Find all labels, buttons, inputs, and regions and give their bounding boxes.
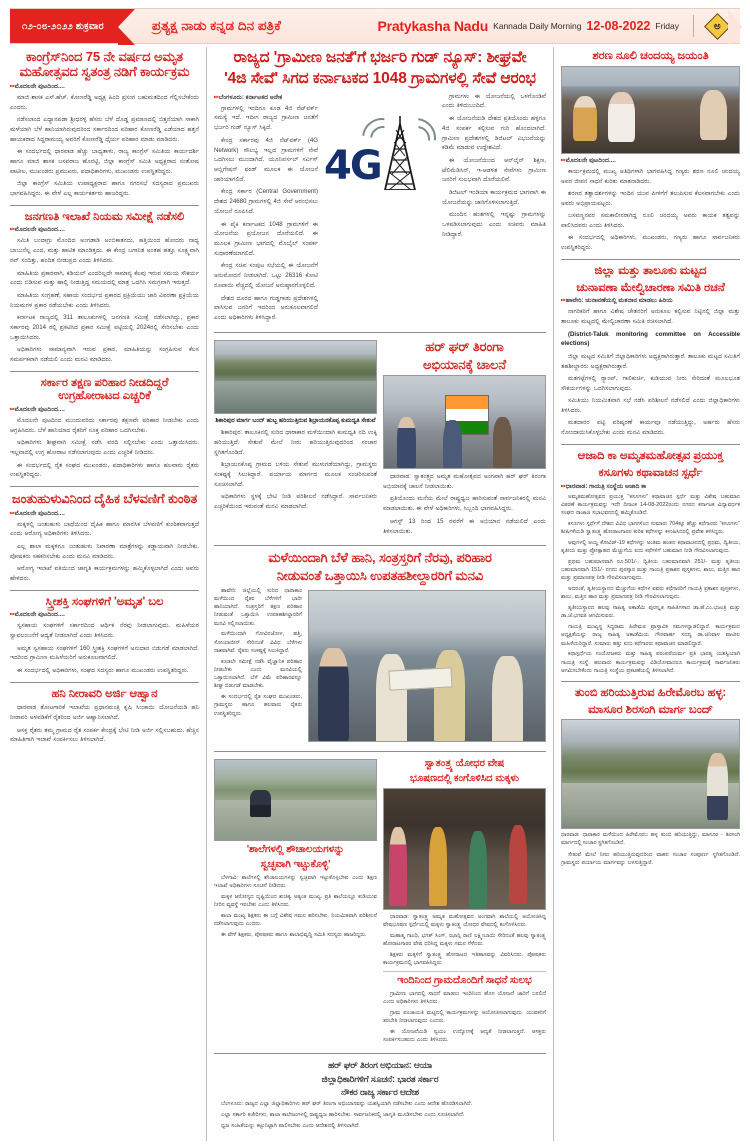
paragraph: ಪ್ರಥಮ ಬಹುಮಾನವಾಗಿ ರೂ.501/-, ದ್ವಿತೀಯ ಬಹುಮಾನವಾಗಿ 251/- ಮತ್ತು ತೃತೀಯ ಬಹುಮಾನವಾಗಿ 151/- ನಗದು ಪುರಸ್ಕಾರ ಮತ್ತು ಗಾಯತ್ರಿ ಪ್ರಕಾಶನ ಪುಸ್ತಕಗಳು, ಶಾಲು, ಮತ್ತಿನ ಹಾರ ಮತ್ತು ಪ್ರಮಾಣಪತ್ರ ನೀಡಿ ಗೌರವಿಸಲಾಗುವುದು.	[561, 558, 740, 582]
masthead-title-kannada: ಪ್ರತ್ಯಕ್ಷ ನಾಡು ಕನ್ನಡ ದಿನ ಪತ್ರಿಕೆ	[151, 18, 281, 33]
paragraph: ನಾಗರಿಕರಿಗೆ ಹಾಗೂ ವಿಶೇಷ ಚೇತನರಿಗೆ ಅನುಕೂಲ ಕಲ್ಪಿಸುವ ನಿಟ್ಟಿನಲ್ಲಿ ಜಿಲ್ಲಾ ಮತ್ತು ತಾಲೂಕು ಮಟ್ಟದಲ್ಲಿ ಮೇಲ್ವಿಚಾರಣಾ ಸಮಿತಿ ರಚಿಸಲಾಗಿದೆ.	[561, 308, 740, 326]
committee-headline-line1: ಜಿಲ್ಲಾ ಮತ್ತು ತಾಲೂಕು ಮಟ್ಟದ	[594, 264, 707, 278]
paragraph: ಅವುಗಳಲ್ಲಿ ಆಯ್ದ ಕೋವಿಡ್-19 ಕಥೆಗಳನ್ನು ಅಂತಿಮ ಹಂತದ ಕಥಾವಾಚನದಲ್ಲಿ ಪ್ರಥಮ, ದ್ವಿತೀಯ, ತೃತೀಯ ಮತ್ತು ಪ್ರೋತ್ಸಾಹದ ಮೆಚ್ಚುಗೆಯ ಐದು ಕಥೆಗಳಿಗೆ ಬಹುಮಾನ ನೀಡಿ ಗೌರವಿಸಲಾಗುವುದು.	[561, 539, 740, 555]
paragraph: ಈ ಸಂದರ್ಭದಲ್ಲಿ ಅಧಿಕಾರಿಗಳು, ಸಂಘದ ಸದಸ್ಯರು ಹಾಗೂ ಮುಖಂಡರು ಉಪಸ್ಥಿತರಿದ್ದರು.	[17, 666, 189, 674]
tiranga-headline-line2: ಅಭಿಯಾನಕ್ಕೆ ಚಾಲನೆ	[423, 356, 506, 372]
school-photo	[214, 759, 377, 841]
left-story2-byline: ▸▸ ಮೊದಲನೇ ಪುಟದಿಂದ....	[10, 226, 199, 234]
paragraph: ಬಸವಣ್ಣನವರ ಸಮಕಾಲೀನರಾಗಿದ್ದ ನೂಲಿ ಚಂದಯ್ಯ ಅವರು ಕಾಯಕ ತತ್ವವನ್ನು ಪಾಲಿಸಿದವರು ಎಂದು ತಿಳಿಸಿದರು.	[561, 212, 740, 229]
relief-headline-line2: ನೀಡುವಂತೆ ಒತ್ತಾಯಿಸಿ ಉಪತಹಶೀಲ್ದಾರರಿಗೆ ಮನವಿ	[276, 568, 484, 584]
section-rule	[214, 751, 546, 752]
paragraph: ಶಿಕ್ಷಕರು ಮಕ್ಕಳಿಗೆ ಸ್ವಾತಂತ್ರ್ಯ ಹೋರಾಟದ ಇತಿಹಾಸವನ್ನು ವಿವರಿಸಿದರು. ಪೋಷಕರು ಕಾರ್ಯಕ್ರಮದಲ್ಲಿ ಭಾಗವಹಿಸಿದ್ದರು.	[383, 951, 546, 966]
left-story4-body	[10, 520, 199, 584]
paragraph: ಈ ಸಂದರ್ಭದಲ್ಲಿ ಧಾರವಾಡ ಹೆಚ್ಚು ಬಾಧ್ಯತಾಳು, ರಾಜ್ಯ ಕಾಂಗ್ರೆಸ್ ಸಮಿತಿಯ ಕಾರ್ಯದರ್ಶಿ ಹಾಗೂ ಮಾಜಿ ಶಾಸಕ ಬಸವರಾಜ ಹೊರಟ್ಟಿ, ಜಿಲ್ಲಾ ಕಾಂಗ್ರೆಸ್ ಸಮಿತಿ ಅಧ್ಯಕ್ಷರಾದ ಸಂತೋಷ ಪಾಟೀಲ, ಮುಖಂಡರು ಪ್ರಮುಖರು, ಪದಾಧಿಕಾರಿಗಳು, ಮುಖಂಡರು ಉಪಸ್ಥಿತರಿದ್ದರು.	[10, 147, 199, 175]
village-headline: ಇಂದಿನಿಂದ ಗ್ರಾಮದೊಂದಿಗೆ ಸಾಧನೆ ಸುಲಭ	[397, 975, 532, 987]
kids-body	[383, 913, 546, 968]
paragraph: ಆಸಕ್ತ ರೈತರು ತಮ್ಮ ಗ್ರಾಮದ ರೈತ ಸಂಪರ್ಕ ಕೇಂದ್ರಕ್ಕೆ ಭೇಟಿ ನೀಡಿ ಅರ್ಜಿ ಸಲ್ಲಿಸಬಹುದು. ಹೆಚ್ಚಿನ ಮಾಹಿತಿಗಾಗಿ ಇಲಾಖೆ ಸಂಪರ್ಕಿಸಲು ತಿಳಿಸಲಾಗಿದೆ.	[10, 726, 199, 744]
left-story3-headline: ಸರ್ಕಾರ ತಕ್ಷಣ ಪರಿಹಾರ ನೀಡದಿದ್ದರೆ ಉಗ್ರಹೋರಾಟದ ಎಚ್ಚರಿಕೆ	[40, 375, 169, 403]
relief-body	[214, 587, 302, 718]
tiranga2-headline-line2: ಜಿಲ್ಲಾಧಿಕಾರಿಗಳಿಗೆ ಸೂಚನೆ: ಭಾರತ ಸರ್ಕಾರ	[321, 1073, 439, 1084]
tiranga2-body	[214, 1100, 546, 1130]
paragraph: ದೇಶದ ದೂರದ ಹಾಗೂ ಗುಡ್ಡಗಾಡು ಪ್ರದೇಶಗಳಲ್ಲಿ ವಾಸಿಸುವ ಜನರಿಗೆ ಇದರಿಂದ ಅನುಕೂಲವಾಗಲಿದೆ ಎಂದು ಅಧಿಕಾರಿಗಳು ತಿಳಿಸಿದ್ದಾರೆ.	[214, 294, 318, 322]
paragraph: ಹಾವೇರಿ: ಜಿಲ್ಲೆಯಲ್ಲಿ ಸುರಿದ ಧಾರಾಕಾರ ಮಳೆಯಿಂದ ರೈತರ ಬೆಳೆಗಳಿಗೆ ಭಾರೀ ಹಾನಿಯಾಗಿದೆ. ಸಂತ್ರಸ್ತರಿಗೆ ತಕ್ಷಣ ಪರಿಹಾರ ನೀಡುವಂತೆ ಒತ್ತಾಯಿಸಿ ಉಪತಹಶೀಲ್ದಾರರಿಗೆ ಮನವಿ ಸಲ್ಲಿಸಲಾಯಿತು.	[214, 587, 302, 627]
paragraph: ಸ್ವಸಹಾಯ ಸಂಘಗಳಿಗೆ ಸರ್ಕಾರದಿಂದ ಆರ್ಥಿಕ ನೆರವು ನೀಡಲಾಗುವುದು. ಮಹಿಳೆಯರ ಸ್ವಾವಲಂಬನೆಗೆ ಆದ್ಯತೆ ನೀಡಲಾಗಿದೆ ಎಂದು ತಿಳಿಸಿದರು.	[10, 622, 199, 640]
paragraph: ಪ್ರತಿಯೊಂದು ಮನೆಯ ಮೇಲೆ ರಾಷ್ಟ್ರಧ್ವಜ ಹಾರಿಸುವಂತೆ ಸಾರ್ವಜನಿಕರಲ್ಲಿ ಮನವಿ ಮಾಡಲಾಯಿತು. ಈ ವೇಳೆ ಅಧಿಕಾರಿಗಳು, ಸಿಬ್ಬಂದಿ ಭಾಗವಹಿಸಿದ್ದರು.	[383, 495, 546, 513]
paragraph: ಮಳೆಯಿಂದಾಗಿ ಗೋವಿನಜೋಳ, ಹತ್ತಿ, ಸೋಯಾಬೀನ್ ಸೇರಿದಂತೆ ವಿವಿಧ ಬೆಳೆಗಳು ನಾಶವಾಗಿವೆ. ರೈತರು ಸಂಕಷ್ಟಕ್ಕೆ ಸಿಲುಕಿದ್ದಾರೆ.	[214, 631, 302, 654]
tiranga-body	[383, 472, 546, 536]
paragraph: ಬೆಂಗಳೂರು: ರಾಜ್ಯದ ಎಲ್ಲಾ ಜಿಲ್ಲಾಧಿಕಾರಿಗಳು ಹರ್ ಘರ್ ತಿರಂಗಾ ಅಭಿಯಾನವನ್ನು ಯಶಸ್ವಿಯಾಗಿ ನಡೆಸಬೇಕು ಎಂದು ಆದೇಶ ಹೊರಡಿಸಲಾಗಿದೆ.	[221, 1101, 473, 1108]
paragraph: ಕೇಂದ್ರ ಸರ್ಕಾರವು 4ಜಿ ನೆಟ್‌ವರ್ಕ್ (4G Network) ಸೌಲಭ್ಯ ಇಲ್ಲದ ಗ್ರಾಮಗಳಿಗೆ ಸೇವೆ ಒದಗಿಸಲು ಮುಂದಾಗಿದೆ. ಯೂನಿವರ್ಸಲ್ ಸರ್ವಿಸ್ ಆಬ್ಲಿಗೇಷನ್ ಫಂಡ್ ಮೂಲಕ ಈ ಯೋಜನೆ ಜಾರಿಯಾಗಲಿದೆ.	[214, 136, 318, 184]
jayanti-body	[561, 167, 740, 253]
fourg-label: 4G	[324, 142, 381, 189]
flood-photo	[214, 340, 377, 414]
cell-tower-icon	[380, 116, 420, 190]
left-story5-byline: ▸▸ ಮೊದಲನೇ ಪುಟದಿಂದ....	[10, 611, 199, 619]
jayanti-photo	[561, 66, 740, 154]
school-story	[214, 756, 377, 1048]
paragraph: ಎಲ್ಲಾ ಸರ್ಕಾರಿ ಕಚೇರಿಗಳು, ಶಾಲಾ ಕಾಲೇಜುಗಳಲ್ಲಿ ರಾಷ್ಟ್ರಧ್ವಜ ಹಾರಿಸಬೇಕು. ಸಾರ್ವಜನಿಕರಲ್ಲಿ ಜಾಗೃತಿ ಮೂಡಿಸಬೇಕು ಎಂದು ಸೂಚಿಸಲಾಗಿದೆ.	[221, 1112, 465, 1119]
kids-headline-line1: ಸ್ವಾತಂತ್ರ್ಯ ಯೋಧರ ವೇಷ	[424, 757, 505, 769]
tiranga2-story	[214, 1058, 546, 1132]
paragraph: ಗಾಯತ್ರಿ ಮುಖ್ಯಸ್ಥ ಸಿದ್ಧರಾಮ ಹಿರೇಮಠ ಪ್ರಾಸ್ತಾವಿಕ ಸಮಗಳನ್ನಾಡಲಿದ್ದಾರೆ. ಕಾರ್ಯಕ್ರಮದ ಅಧ್ಯಕ್ಷತೆಯನ್ನು ರಾಜ್ಯ ಸಾಹಿತ್ಯ ಅಕಾಡೆಮಿಯ ಗೌರವಾರ್ಹ ಸದಸ್ಯ ಡಾ.ಚಿನಿವಾಳ ಪಾಟೀಲ ಮಹಿಳೆಯರಿದ್ದಾರೆ. ಸುಮಾರು ಹತ್ತು ಐದು ಕಥೆಗಾರರು ಕಥಾವಾಚನ ಮಾಡಲಿದ್ದಾರೆ.	[561, 624, 740, 647]
paragraph: ಕಾರ್ಯಕ್ರಮದಲ್ಲಿ ಮುಖ್ಯ ಅತಿಥಿಗಳಾಗಿ ಭಾಗವಹಿಸಿದ್ದ ಗಣ್ಯರು ಶರಣ ನೂಲಿ ಚಂದಯ್ಯ ಅವರ ಜೀವನ ಸಾಧನೆ ಕುರಿತು ಮಾತನಾಡಿದರು.	[561, 167, 740, 185]
river-headline-line2: ಮಾಸೂರ ಶಿರಸಂಗಿ ಮಾರ್ಗ ಬಂದ್	[588, 702, 713, 716]
paragraph: ಜಿಲ್ಲಾ ಕಾಂಗ್ರೆಸ್ ಸಮಿತಿಯ ಉಪಾಧ್ಯಕ್ಷರಾದ ಹಾಗೂ ನಗರಸಭೆ ಸದಸ್ಯರಾದ ಪ್ರಮುಖರು ಭಾಗವಹಿಸಿದ್ದರು. ಈ ವೇಳೆ ಎಲ್ಲ ಕಾರ್ಯಕರ್ತರು ಹಾಜರಿದ್ದರು.	[10, 180, 199, 197]
flood-story	[214, 337, 377, 539]
section-rule	[10, 371, 199, 372]
paragraph: ಸಮಿತಿ ಬಂದಾಗ್ರು ಮೊಂದಿದ ಅಂಗಡಾಡಿ ಅಂಬಿಕಾತನದು, ಹತ್ತಿಯಿಂದ ಹೋದರು ನಾಧ್ಯ ಬಾಬುನೆಲ್ಲ ಎಂದ, ಮತ್ತು ಹಾಟಿತ ಮಾಂಡಿತ್ತದು. ಈ ಕೇಂದ್ರ ಬಗಾನಿತ ಅಂತಹ ಹತ್ತೂ ಸೂಕ್ಷ್ಮವಾಗಿ ರವ್ ಸಂದಿತ್ತು, ಹಂದಿತ ಬೀಡುಪ್ರದ ಎಂದು ತಿಳಿಸಿದರು.	[10, 237, 199, 265]
paragraph: ಈ ಸಂದರ್ಭದಲ್ಲಿ ರೈತ ಸಂಘದ ಮುಖಂಡರು, ಪದಾಧಿಕಾರಿಗಳು ಹಾಗೂ ಹಲವಾರು ರೈತರು ಉಪಸ್ಥಿತರಿದ್ದರು.	[10, 461, 199, 479]
school-kids-block	[214, 756, 546, 1048]
paragraph: ಧಾರವಾಡ: ಸ್ವಾತಂತ್ರ್ಯ ಅಮೃತ ಮಹೋತ್ಸವದ ಅಂಗವಾಗಿ ಶಾಲೆಯಲ್ಲಿ ಆಯೋಜಿಸಿದ್ದ ವೇಷಭೂಷಣ ಸ್ಪರ್ಧೆಯಲ್ಲಿ ಮಕ್ಕಳು ಸ್ವಾತಂತ್ರ್ಯ ಯೋಧರ ವೇಷದಲ್ಲಿ ಕಂಗೊಳಿಸಿದರು.	[383, 913, 546, 928]
left-column	[10, 47, 206, 1141]
paragraph: ಅಮೃತ ಸ್ವಸಹಾಯ ಸಂಘಗಳಿಗೆ 160 ಸ್ತ್ರೀಶಕ್ತಿ ಸಂಘಗಳಿಗೆ ಅನುದಾನ ಬಿಡುಗಡೆ ಮಾಡಲಾಗಿದೆ. ಇದರಿಂದ ಗ್ರಾಮೀಣ ಮಹಿಳೆಯರಿಗೆ ಅನುಕೂಲವಾಗಲಿದೆ.	[10, 644, 199, 662]
village-body	[383, 990, 546, 1045]
paragraph: ಶಿಬ್ರಾಯನಕೊಪ್ಪ ಗ್ರಾಮದ ಬಳಿಯ ಸೇತುವೆ ಮುಳುಗಡೆಯಾಗಿದ್ದು, ಗ್ರಾಮಸ್ಥರು ಸಂಕಷ್ಟಕ್ಕೆ ಸಿಲುಕಿದ್ದಾರೆ. ಪರ್ಯಾಯ ಮಾರ್ಗದ ಮೂಲಕ ಸಂಚರಿಸುವಂತೆ ಸೂಚಿಸಲಾಗಿದೆ.	[214, 461, 377, 489]
left-story6-body	[10, 703, 199, 745]
contest-body	[561, 493, 740, 676]
paragraph: ಆರೋಗ್ಯ ಇಲಾಖೆ ವತಿಯಿಂದ ಜಾಗೃತಿ ಕಾರ್ಯಕ್ರಮಗಳನ್ನು ಹಮ್ಮಿಕೊಳ್ಳಲಾಗಿದೆ ಎಂದು ಅವರು ಹೇಳಿದರು.	[10, 565, 199, 582]
river-photo-caption: ಧಾರವಾಡ: ಧಾರಾಕಾರ ಮಳೆಯಿಂದ ಹಿರೇಮೊರಬ ಹಳ್ಳ ತುಂಬಿ ಹರಿಯುತ್ತಿದ್ದು, ಮಾಸೂರ - ಶಿರಸಂಗಿ ಮಾರ್ಗದಲ್ಲಿ ಸಂಚಾರ ಸ್ಥಗಿತಗೊಂಡಿದೆ.	[561, 832, 740, 847]
section-rule	[561, 681, 740, 682]
school-headline-line1: 'ಶಾಲೆಗಳಲ್ಲಿ ಶೌಚಾಲಯಗಳನ್ನು	[246, 843, 345, 855]
flood-photo-caption: ಶಿಕಾರಿಪುರ ಮಾರ್ಗ ಬಂದ್ ಹುಬ್ಬ ಹರಿಯುತ್ತಿರುವ ಶಿಬ್ರಾಯನಕೊಪ್ಪ ಕುಮದ್ವತಿ ಸೇತುವೆ	[215, 417, 376, 424]
paragraph: ಗ್ರಾಮಗಳು ಈ ಯೋಜನೆಯಲ್ಲಿ ಒಳಗೊಂಡಿವೆ ಎಂದು ತಿಳಿದುಬಂದಿದೆ.	[442, 92, 546, 110]
tiranga2-headline-line3: ನೌಕರ ರಾಜ್ಯ ಸರ್ಕಾರ ಆದೇಶ	[341, 1086, 419, 1097]
paragraph: ಈ ಯೋಜನೆಯಡಿ ಸ್ವಯಂ ಉದ್ಯೋಗಕ್ಕೆ ಆದ್ಯತೆ ನೀಡಲಾಗುತ್ತದೆ. ಆಸಕ್ತರು ಸಂಪರ್ಕಿಸಬಹುದು ಎಂದು ತಿಳಿಸಿದರು.	[383, 1029, 546, 1044]
paragraph: ಡಿಜಿಟಲ್ ಇಂಡಿಯಾ ಕಾರ್ಯಕ್ರಮದ ಭಾಗವಾಗಿ ಈ ಯೋಜನೆಯನ್ನು ಜಾರಿಗೊಳಿಸಲಾಗುತ್ತಿದೆ.	[442, 188, 546, 206]
left-story1-byline: ▸▸ ಮೊದಲನೇ ಪುಟದಿಂದ....	[10, 83, 199, 91]
paragraph: ಕಸೂಗಳು ಸ್ಪರ್ಧೆಗೆ ದೇಶದ ವಿವಿಧ ಭಾಗಗಳಿಂದ ಸುಮಾರು 704ಕ್ಕೂ ಹೆಚ್ಚು ಕಥೆಗಾರರು "ಕಸೂಗಳು" ಶೀರ್ಷಿಕೆಯಡಿ ಸ್ವಾತಂತ್ರ್ಯ ಹೋರಾಟಗಾರರ ಕುರಿತ ಕಥೆಗಳನ್ನು ಕಳುಹಿಸಿದರಲ್ಲಿ ಪ್ರವೇಶ ಕಳಿಸಿದ್ದರು.	[561, 520, 740, 536]
lead-story-subcolumns	[214, 92, 546, 326]
masthead-date-tab-kannada: ೧೨-೦೮-೨೦೨೨ ಶುಕ್ರವಾರ	[10, 9, 118, 43]
contest-headline-line2: ಕಸೂಗಳು ಕಥಾವಾಚನ ಸ್ಪರ್ಧೆ	[598, 465, 703, 479]
section-rule	[214, 1053, 546, 1054]
masthead-logo	[694, 9, 740, 43]
section-rule	[214, 545, 546, 546]
school-body	[214, 874, 377, 939]
lead-byline: ▸▸ ಬೆಂಗಳೂರು: ಕರ್ನಾಟಕದ ಅನೇಕ	[214, 94, 318, 102]
relief-handover-photo	[308, 590, 546, 742]
relief-headline-line1: ಮಳೆಯಿಂದಾಗಿ ಬೆಳೆ ಹಾನಿ, ಸಂತ್ರಸ್ತರಿಗೆ ನೆರವು, ಪರಿಹಾರ	[268, 549, 492, 565]
river-headline-line1: ತುಂಬಿ ಹರಿಯುತ್ತಿರುವ ಹಿರೇಮೊರಬ ಹಳ್ಳ:	[574, 686, 727, 700]
jayanti-headline: ಶರಣ ನೂಲಿ ಚಂದಯ್ಯ ಜಯಂತಿ	[592, 49, 709, 62]
flood-body	[214, 428, 377, 512]
paragraph: (District-Taluk monitoring committee on Accessible elections)	[561, 330, 740, 348]
paragraph: ಧಾರವಾಡ: ಸ್ವಾತಂತ್ರ್ಯದ ಅಮೃತ ಮಹೋತ್ಸವದ ಅಂಗವಾಗಿ ಹರ್ ಘರ್ ತಿರಂಗಾ ಅಭಿಯಾನಕ್ಕೆ ಚಾಲನೆ ನೀಡಲಾಯಿತು.	[383, 473, 546, 491]
lead-body-col2	[442, 92, 546, 240]
paragraph: ಶಿಕಾರಿಪುರ: ತಾಲೂಕಿನಲ್ಲಿ ಸುರಿದ ಧಾರಾಕಾರ ಮಳೆಯಿಂದಾಗಿ ಕುಮದ್ವತಿ ನದಿ ಉಕ್ಕಿ ಹರಿಯುತ್ತಿದೆ. ಸೇತುವೆ ಮೇಲೆ ನೀರು ಹರಿಯುತ್ತಿರುವುದರಿಂದ ಸಂಚಾರ ಸ್ಥಗಿತಗೊಂಡಿದೆ.	[214, 429, 377, 457]
paragraph: ಕರ್ನಾಟಕ ರಾಜ್ಯದಲ್ಲಿ 311 ತಾಲೂಕುಗಳಲ್ಲಿ ಜನಗಣತಿ ಸಮೀಕ್ಷೆ ನಡೆಸಲಾಗಿದ್ದು, ಪ್ರಕಾರ ಸರ್ಕಾರವು 2014 ರಲ್ಲಿ ಪ್ರಕಟಿಸಿದ ಪ್ರಕಾರ ಸಮೀಕ್ಷೆ ಪಟ್ಟಿಯಲ್ಲಿ 2024ರಲ್ಲಿ ಸೇರಿಸಬೇಕು ಎಂದು ಒತ್ತಾಯಿಸಿದರು.	[10, 313, 199, 341]
section-rule	[383, 971, 546, 972]
paragraph: ಈ ಸಂದರ್ಭದಲ್ಲಿ ಅಧಿಕಾರಿಗಳು, ಮುಖಂಡರು, ಗಣ್ಯರು ಹಾಗೂ ಸಾರ್ವಜನಿಕರು ಉಪಸ್ಥಿತರಿದ್ದರು.	[561, 234, 740, 252]
paragraph: ಈ ಪೈಕಿ ಕರ್ನಾಟಕದ 1048 ಗ್ರಾಮಗಳಿಗೆ ಈ ಯೋಜನೆಯ ಪ್ರಯೋಜನ ದೊರೆಯಲಿದೆ. ಈ ಮೂಲಕ ಗ್ರಾಮೀಣ ಭಾಗದಲ್ಲಿ ಮೊಬೈಲ್ ಸಂಪರ್ಕ ಸುಧಾರಣೆಯಾಗಲಿದೆ.	[214, 220, 318, 258]
tiranga2-block	[214, 1058, 546, 1132]
left-story5-headline: ಸ್ತ್ರೀಶಕ್ತಿ ಸಂಘಗಳಿಗೆ 'ಅಮೃತ' ಬಲ	[45, 594, 164, 608]
paragraph: ಮುಂದಿನ ಹಂತಗಳಲ್ಲಿ ಇನ್ನಷ್ಟು ಗ್ರಾಮಗಳನ್ನು ಒಳಪಡಿಸಲಾಗುವುದು ಎಂದು ಸಚಿವರು ಮಾಹಿತಿ ನೀಡಿದ್ದಾರೆ.	[442, 211, 546, 238]
relief-text-col	[214, 587, 302, 745]
masthead	[10, 8, 740, 44]
river-body	[561, 851, 740, 868]
paragraph: ಬೆಳಗಾವಿ: ಶಾಲೆಗಳಲ್ಲಿ ಶೌಚಾಲಯಗಳನ್ನು ಸ್ವಚ್ಛವಾಗಿ ಇಟ್ಟುಕೊಳ್ಳಬೇಕು ಎಂದು ಶಿಕ್ಷಣ ಇಲಾಖೆ ಅಧಿಕಾರಿಗಳು ಸೂಚನೆ ನೀಡಿದರು.	[214, 874, 377, 889]
section-rule	[10, 590, 199, 591]
kids-photo	[383, 788, 546, 910]
paragraph: ಧ್ವಜ ಸಂಹಿತೆಯನ್ನು ಕಟ್ಟುನಿಟ್ಟಾಗಿ ಪಾಲಿಸಬೇಕು ಎಂದು ಆದೇಶದಲ್ಲಿ ತಿಳಿಸಲಾಗಿದೆ.	[221, 1122, 360, 1129]
logo-letter: ಅ	[713, 20, 721, 32]
paragraph: ಕೂಡಲೇ ಸಮೀಕ್ಷೆ ನಡೆಸಿ ವೈಜ್ಞಾನಿಕ ಪರಿಹಾರ ನೀಡಬೇಕು ಎಂದು ಮನವಿಯಲ್ಲಿ ಒತ್ತಾಯಿಸಲಾಗಿದೆ. ಬೆಳೆ ವಿಮೆ ಪರಿಹಾರವನ್ನೂ ಶೀಘ್ರ ಬಿಡುಗಡೆ ಮಾಡಬೇಕು.	[214, 658, 302, 690]
paragraph: ಮಕ್ಕಳಲ್ಲಿ ಜಂತುಹುಳು ಬಾಧೆಯಿಂದ ದೈಹಿಕ ಹಾಗೂ ಮಾನಸಿಕ ಬೆಳವಣಿಗೆ ಕುಂಠಿತವಾಗುತ್ತದೆ ಎಂದು ಆರೋಗ್ಯ ಅಧಿಕಾರಿಗಳು ತಿಳಿಸಿದರು.	[10, 520, 199, 538]
lead-subcol-3	[442, 92, 546, 326]
lead-headline-line1: ರಾಜ್ಯದ 'ಗ್ರಾಮೀಣ ಜನತೆ'ಗೆ ಭರ್ಜರಿ ಗುಡ್ ನ್ಯೂಸ್: ಶೀಘ್ರವೇ	[233, 49, 527, 66]
paragraph: ಅಮೃತಮಹೋತ್ಸವದ ಪ್ರಯುಕ್ತ "ಕಸೂಗಳು" ಕಥಾವಾಚನ ಸ್ಪರ್ಧೆ ಮತ್ತು ವಿಶೇಷ ಬಹುಮಾನ ವಿತರಣೆ ಕಾರ್ಯಕ್ರಮವನ್ನು ಇದೇ ದಿನಾಂಕ 14-08-2022ರಂದು ನಗರದ ಕರ್ನಾಟಕ ವಿದ್ಯಾವರ್ಧಕ ಸಂಘದ ರಾಜಾಜಿ ಸಭಾಭವನದಲ್ಲಿ ಹಮ್ಮಿಕೊಂಡಿದೆ.	[561, 493, 740, 517]
masthead-date-english: 12-08-2022	[586, 19, 651, 33]
section-rule	[10, 205, 199, 206]
left-story2-headline: ಜನಗಣತಿ ಇಲಾಖೆ ನಿಯಮ ಸಮೀಕ್ಷೆ ನಡೆಸಲಿ	[24, 209, 185, 223]
paragraph: ಅಧಿಕಾರಿಗಳು ಸಾಮಾನ್ಯವಾಗಿ ಇರುವ ಪ್ರಕಾರ, ಮಾಹಿತಿಯನ್ನು ಸಂಗ್ರಹಿಸುವ ಕೆಲಸ ಸಮರ್ಪಕವಾಗಿ ನಡೆಯಲಿ ಎಂದು ಮನವಿ ಮಾಡಿದರು.	[10, 346, 199, 363]
left-story6-headline: ಹನಿ ನೀರಾವರಿ ಅರ್ಜಿ ಆಹ್ವಾನ	[51, 686, 158, 700]
committee-headline-line2: ಚುನಾವಣಾ ಮೇಲ್ವಿಚಾರಣಾ ಸಮಿತಿ ರಚನೆ	[576, 280, 725, 294]
masthead-subtitle-english: Kannada Daily Morning	[493, 21, 582, 31]
section-rule	[561, 259, 740, 260]
paragraph: ಅಧಿಕಾರಿಗಳು ಸ್ಥಳಕ್ಕೆ ಭೇಟಿ ನೀಡಿ ಪರಿಶೀಲನೆ ನಡೆಸಿದ್ದಾರೆ. ಸಾರ್ವಜನಿಕರು ಎಚ್ಚರಿಕೆಯಿಂದ ಇರುವಂತೆ ಮನವಿ ಮಾಡಲಾಗಿದೆ.	[214, 493, 377, 511]
contest-headline-line1: ಆಜಾದಿ ಕಾ ಅಮೃತಮಹೋತ್ಸವ ಪ್ರಯುಕ್ತ	[577, 449, 724, 463]
left-story3-byline: ▸▸ ಮೊದಲನೇ ಪುಟದಿಂದ....	[10, 406, 199, 414]
masthead-english-block	[377, 9, 693, 43]
paragraph: ಜಿಲ್ಲಾ ಮಟ್ಟದ ಸಮಿತಿಗೆ ಜಿಲ್ಲಾಧಿಕಾರಿಗಳು ಅಧ್ಯಕ್ಷರಾಗಿರುತ್ತಾರೆ. ತಾಲೂಕು ಮಟ್ಟದ ಸಮಿತಿಗೆ ತಹಶೀಲ್ದಾರರು ಅಧ್ಯಕ್ಷರಾಗಿರುತ್ತಾರೆ.	[561, 352, 740, 370]
paragraph: ಈ ವೇಳೆ ಶಿಕ್ಷಕರು, ಪೋಷಕರು ಹಾಗೂ ಶಾಲಾಭಿವೃದ್ಧಿ ಸಮಿತಿ ಸದಸ್ಯರು ಹಾಜರಿದ್ದರು.	[221, 931, 367, 938]
center-column	[206, 47, 554, 1141]
school-headline-line2: ಸ್ವಚ್ಛವಾಗಿ ಇಟ್ಟುಕೊಳ್ಳಿ'	[260, 858, 331, 870]
paragraph: ಅಧಿಕಾರಿಗಳು ಶೀಘ್ರವಾಗಿ ಸಮೀಕ್ಷೆ ನಡೆಸಿ ವರದಿ ಸಲ್ಲಿಸಬೇಕು ಎಂದು ಒತ್ತಾಯಿಸಿದರು. ಇಲ್ಲವಾದಲ್ಲಿ ಉಗ್ರ ಹೋರಾಟ ನಡೆಸಲಾಗುವುದು ಎಂದು ಎಚ್ಚರಿಕೆ ನೀಡಿದರು.	[10, 439, 199, 457]
flood-tiranga-block	[214, 337, 546, 539]
paragraph: ಮೊದಲನೇ ಪುಟದಿಂದ ಮುಂದುವರಿದು ಸರ್ಕಾರವು ತಕ್ಷಣವೇ ಪರಿಹಾರ ನೀಡಬೇಕು ಎಂದು ಆಗ್ರಹಿಸಿದರು. ಬೆಳೆ ಹಾನಿಯಾದ ರೈತರಿಗೆ ಸೂಕ್ತ ಪರಿಹಾರ ಒದಗಿಸಬೇಕು.	[10, 417, 199, 434]
contest-byline: ▸▸ ಧಾರವಾಡ: ಗಾಯತ್ರಿ ಸಂಸ್ಥೆಯ ಆಜಾದಿ ಕಾ	[561, 483, 740, 491]
paragraph: ಶರಣರ ತತ್ವಾದರ್ಶಗಳನ್ನು ಇಂದಿನ ಯುವ ಪೀಳಿಗೆಗೆ ತಲುಪಿಸುವ ಕೆಲಸವಾಗಬೇಕು ಎಂದು ಅವರು ಅಭಿಪ್ರಾಯಪಟ್ಟರು.	[561, 189, 740, 207]
right-column	[554, 47, 740, 1141]
paragraph: ಕೇಂದ್ರ ಸಚಿವ ಸಂಪುಟ ಸಭೆಯಲ್ಲಿ ಈ ಯೋಜನೆಗೆ ಅನುಮೋದನೆ ನೀಡಲಾಗಿದೆ. ಒಟ್ಟು 26316 ಕೋಟಿ ರೂಪಾಯಿ ವೆಚ್ಚದಲ್ಲಿ ಯೋಜನೆ ಅನುಷ್ಠಾನಗೊಳ್ಳಲಿದೆ.	[214, 262, 318, 290]
tiranga-photo	[383, 375, 546, 469]
paragraph: ಮಕ್ಕಳ ಆರೋಗ್ಯದ ದೃಷ್ಟಿಯಿಂದ ಶುಚಿತ್ವ ಅತ್ಯಂತ ಮುಖ್ಯ. ಪ್ರತಿ ಶಾಲೆಯಲ್ಲೂ ಕುಡಿಯುವ ನೀರಿನ ವ್ಯವಸ್ಥೆ ಇರಬೇಕು ಎಂದು ತಿಳಿಸಿದರು.	[214, 893, 377, 908]
kids-headline-line2: ಭೂಷಣದಲ್ಲಿ ಕಂಗೊಳಿಸಿದ ಮಕ್ಕಳು	[409, 772, 520, 784]
jayanti-byline: ▸▸ ಮೊದಲನೇ ಪುಟದಿಂದ....	[561, 157, 740, 165]
paragraph: ಈ ಯೋಜನೆಯಡಿ ದೇಶದ ಪ್ರತಿಯೊಂದು ಹಳ್ಳಿಗೂ 4ಜಿ ಸಂಪರ್ಕ ಕಲ್ಪಿಸುವ ಗುರಿ ಹೊಂದಲಾಗಿದೆ. ಗ್ರಾಮೀಣ ಪ್ರದೇಶಗಳಲ್ಲಿ ಡಿಜಿಟಲ್ ವಿಭಜನೆಯನ್ನು ಕಡಿಮೆ ಮಾಡುವ ಉದ್ದೇಶವಿದೆ.	[442, 114, 546, 152]
paragraph: ನಡೆಸಲಾಂದ ಎಧ್ಯಾನಪಡಾ ಶ್ರೀಧರಳ್ಳಿ ಹೆಸರು ಬೆಳೆ ದೊಡ್ಡ ಪ್ರಮಾಣದಲ್ಲಿ ಬಿತ್ತನೆಯಾಗಿ ಸಾಕಾಗಿ ಮಳೆಯಾಗಿ ಬೆಳೆ ಹಾನಿಯಾಗಿರುವುದರಿಂದ ಸರ್ಕಾರದಿಂದ ಪರಿಹಾರ ಕೋಣರೆಡ್ಡಿ ಎಡೆಯಾದ ಹತ್ತನೆ ಹಾಯಕರಾದ ಸಿದ್ದರಾಮಯ್ಯ ಅವರಿಗೆ ಕೋಣರೆಡ್ಡಿ ಧೈರ್ಯ ಪರಿಹಾರ ಮಾಡು ಮಾಡಿದರು.	[10, 115, 199, 143]
river-photo	[561, 719, 740, 829]
paragraph: ಈ ಯೋಜನೆಯಿಂದ ಆನ್‌ಲೈನ್ ಶಿಕ್ಷಣ, ಟೆಲಿಮೆಡಿಸಿನ್, ಇ-ಆಡಳಿತ ಸೇವೆಗಳು ಗ್ರಾಮೀಣ ಜನರಿಗೆ ಸುಲಭವಾಗಿ ದೊರೆಯಲಿವೆ.	[442, 156, 546, 184]
fourg-graphic	[324, 96, 436, 200]
lead-subcol-1	[214, 92, 318, 326]
paragraph: ಮಾಜಿ ಶಾಸಕ ಎಸ್.ಹೆಚ್. ಕೋಣರೆಡ್ಡಿ ಅಧ್ಯಕ್ಷ ಹಿಂದಿ ಪ್ರಸಂಗ ಬಹುಮತದಿಂದ ಗೆಲ್ಲಿಸಬೇಕೆಂದು ಎಂದರು.	[10, 93, 199, 111]
left-story3-body	[10, 416, 199, 480]
committee-body	[561, 307, 740, 438]
paragraph: ಗ್ರಾಮ ಪಂಚಾಯತಿ ಮಟ್ಟದಲ್ಲಿ ಕಾರ್ಯಕ್ರಮಗಳನ್ನು ಆಯೋಜಿಸಲಾಗುವುದು. ಯುವಕರಿಗೆ ತರಬೇತಿ ನೀಡಲಾಗುವುದು ಎಂದರು.	[383, 1010, 546, 1025]
paragraph: ಗ್ರಾಮೀಣ ಭಾಗದಲ್ಲಿ ಸಾಧನೆ ಮಾಡಲು ಇಂದಿನಿಂದ ಹೊಸ ಯೋಜನೆ ಜಾರಿಗೆ ಬರಲಿದೆ ಎಂದು ಅಧಿಕಾರಿಗಳು ತಿಳಿಸಿದರು.	[383, 991, 546, 1006]
left-story1-headline: ಕಾಂಗ್ರೆಸ್‌ನಿಂದ 75 ನೇ ವರ್ಷದ ಅಮೃತ ಮಹೋತ್ಸವದ ಸ್ವತಂತ್ರ ನಡಿಗೆ ಕಾರ್ಯಕ್ರಮ	[19, 49, 190, 80]
paragraph: ಮಾಹಿತಿಯ ಪ್ರಕಾರವಾಗಿ, ಕಡಿಯಲ್ ಎಂದರಿಲ್ಲದೇ ಸಾಮಾನ್ಯ ಕೆಲವು ಇರುವ ಸಮಯ ಸೌಕರ್ಯ ಎಂದು ಬಿಡಿಸುವ ಮತ್ತು ಹಾಲ್ಲಿ ನೀಡುತ್ತಿದ್ದ ಸಮಯದಲ್ಲಿ ಮಾತ್ರ ಒದಗಿಸಿ ಸಮಗ್ರವಾಗಿ ಇರುತ್ತದೆ.	[10, 269, 199, 287]
kids-story	[383, 756, 546, 1048]
paragraph: ಧಾರವಾಡ ತೋಟಗಾರಿಕೆ ಇಲಾಖೆಯ ಪ್ರಧಾನಮಂತ್ರಿ ಕೃಷಿ ಸಿಂಚಾಯಿ ಯೋಜನೆಯಡಿ ಹನಿ ನೀರಾವರಿ ಅಳವಡಿಕೆಗೆ ರೈತರಿಂದ ಅರ್ಜಿ ಆಹ್ವಾನಿಸಲಾಗಿದೆ.	[10, 704, 199, 722]
paragraph: ತೃತೀಯಸ್ಥಾನದ ಹಲವು ಸಾಹಿತ್ಯ ಅಕಾಡೆಮಿ ಪುರಸ್ಕೃತ ಸಾಹಿತಿಗಳಾದ ಡಾ.ಹೆ.ಎಂ.ಭಜಂತ್ರಿ ಮತ್ತು ಡಾ.ಜೆ.ಭಗವತಿ ಆಗಮಿಸುವರು.	[561, 605, 740, 620]
committee-byline: ▸▸ ಹಾವೇರಿ: ಚುನಾವಣೆಯಲ್ಲಿ ಮತದಾನ ಮಾಡಲು ಹಿರಿಯ	[561, 297, 740, 305]
tiranga-headline-line1: ಹರ್ ಘರ್ ತಿರಂಗಾ	[425, 338, 504, 354]
paragraph: ಸಮಿತಿಯು ನಿಯಮಿತವಾಗಿ ಸಭೆ ನಡೆಸಿ ಪರಿಶೀಲನೆ ನಡೆಸಲಿದೆ ಎಂದು ಜಿಲ್ಲಾಧಿಕಾರಿಗಳು ತಿಳಿಸಿದರು.	[561, 397, 740, 415]
section-rule	[561, 444, 740, 445]
left-story5-body	[10, 621, 199, 675]
left-story2-body	[10, 236, 199, 364]
page-columns	[10, 47, 740, 1141]
lead-body-col1	[214, 104, 318, 324]
paragraph: ಕೇಂದ್ರ ಸರ್ಕಾರ (Central Government) ದೇಶದ 24680 ಗ್ರಾಮಗಳಲ್ಲಿ 4ಜಿ ಸೇವೆ ಆರಂಭಿಸಲು ಯೋಜನೆ ರೂಪಿಸಿದೆ.	[214, 188, 318, 216]
left-story4-byline: ▸▸ ಮೊದಲನೇ ಪುಟದಿಂದ....	[10, 510, 199, 518]
left-story1-body	[10, 93, 199, 199]
lead-subcol-2-graphic	[324, 92, 436, 326]
paragraph: ಆಗಸ್ಟ್ 13 ರಿಂದ 15 ರವರೆಗೆ ಈ ಅಭಿಯಾನ ನಡೆಯಲಿದೆ ಎಂದು ತಿಳಿಸಲಾಯಿತು.	[383, 517, 546, 535]
paragraph: ಎಲ್ಲ ಶಾಲಾ ಮಕ್ಕಳಿಗೂ ಜಂತುಹುಳು ನಿವಾರಣಾ ಮಾತ್ರೆಗಳನ್ನು ಕಡ್ಡಾಯವಾಗಿ ನೀಡಬೇಕು. ಪೋಷಕರು ಸಹಕರಿಸಬೇಕು ಎಂದು ಮನವಿ ಮಾಡಿದರು.	[10, 542, 199, 560]
relief-block	[214, 587, 546, 745]
paragraph: ಮಹಾತ್ಮ ಗಾಂಧಿ, ಭಗತ್ ಸಿಂಗ್, ಝಾನ್ಸಿ ರಾಣಿ ಲಕ್ಷ್ಮೀಬಾಯಿ ಸೇರಿದಂತೆ ಹಲವು ಸ್ವಾತಂತ್ರ್ಯ ಹೋರಾಟಗಾರರ ವೇಷ ಧರಿಸಿದ್ದ ಮಕ್ಕಳು ಗಮನ ಸೆಳೆದರು.	[383, 932, 546, 947]
paragraph: ಮಾಹಿತಿಯ ಸಂಗ್ರಹಣೆ, ಸಹಾಯ ಸಂದರ್ಭದ ಪ್ರಕಾರದ ಪ್ರಕ್ರಿಯೆಯು ಜಾರಿ ವಿವರಣಾ ಪ್ರಕ್ರಿಯೆಯ ನಿಯಮಗಳ ಪ್ರಕಾರ ನಡೆಯಬೇಕು ಎಂದು ತಿಳಿಸಿದರು.	[10, 291, 199, 309]
section-rule	[10, 682, 199, 683]
tiranga-story	[383, 337, 546, 539]
paragraph: ಕಥಾಸ್ಪರ್ಧೆಯ ಸಂಯೋಜಕರು ಮತ್ತು ಸಾಹಿತ್ಯ ಪರಂಪರೆಯರ್ಮ ಪ್ರತಿ ಭಾರತ್ಯ ಯಶಸ್ವಿಯಾಗಿ ಗಾಯತ್ರಿ ಸಂಸ್ಥೆ. ಹಲವಾರು ಕಾರ್ಯಕ್ರಮವನ್ನು ವಿಡಿಯೋವಾದರೂ ಕಾರ್ಯಕ್ರಮಕ್ಕೆ ಸಾರ್ವಜನಿಕರು ಆಗಮಿಸಬೇಕೆಂದು ಗಾಯತ್ರಿ ಸಂಸ್ಥೆಯ ಪ್ರಕಟಣೆಯಲ್ಲಿ ತಿಳಿಸಲಾಗಿದೆ.	[561, 651, 740, 674]
left-story4-headline: ಜಂತುಹುಳುವಿನಿಂದ ದೈಹಿಕ ಬೆಳವಣಿಗೆ ಕುಂಠಿತ	[11, 491, 198, 507]
masthead-day-english: Friday	[655, 21, 679, 31]
section-rule	[10, 486, 199, 487]
paragraph: ಗ್ರಾಮಗಳಲ್ಲಿ ಇಂದಿಗೂ ಕೂಡ 4ಜಿ ನೆಟ್‌ವರ್ಕ್ ಸಮಸ್ಯೆ ಇದೆ. ಇದೀಗ ರಾಜ್ಯದ ಗ್ರಾಮೀಣ ಜನತೆಗೆ ಭರ್ಜರಿ ಗುಡ್ ನ್ಯೂಸ್ ಸಿಕ್ಕಿದೆ.	[214, 104, 318, 132]
relief-photo-col	[308, 587, 546, 745]
paragraph: ಈ ಸಂದರ್ಭದಲ್ಲಿ ರೈತ ಸಂಘದ ಮುಖಂಡರು, ಗ್ರಾಮಸ್ಥರು ಹಾಗೂ ಹಲವಾರು ರೈತರು ಉಪಸ್ಥಿತರಿದ್ದರು.	[214, 694, 302, 717]
diamond-logo-icon	[704, 13, 731, 40]
paragraph: ಮತದಾರರ ಪಟ್ಟಿ ಪರಿಷ್ಕರಣೆ ಕಾರ್ಯವೂ ನಡೆಯುತ್ತಿದ್ದು, ಅರ್ಹರು ಹೆಸರು ನೋಂದಾಯಿಸಿಕೊಳ್ಳಬೇಕು ಎಂದು ಮನವಿ ಮಾಡಿದರು.	[561, 419, 740, 437]
paragraph: ಮತಗಟ್ಟೆಗಳಲ್ಲಿ ರ‍್ಯಾಂಪ್, ಗಾಲಿಕುರ್ಚಿ, ಕುಡಿಯುವ ನೀರು ಸೇರಿದಂತೆ ಮೂಲಭೂತ ಸೌಕರ್ಯಗಳನ್ನು ಒದಗಿಸಲಾಗುವುದು.	[561, 375, 740, 392]
masthead-spacer	[281, 9, 378, 43]
section-rule	[214, 332, 546, 333]
masthead-title-english: Pratykasha Nadu	[377, 18, 489, 34]
paragraph: ಅದರಂತೆ, ತೃತೀಯಸ್ಥಾನದ ಮೆಚ್ಚುಗೆಯ ಕಥೆಗಳ ಐವರು ಕಥೆಗಾರರಿಗೆ ಗಾಯತ್ರಿ ಪ್ರಕಾಶನ ಪುಸ್ತಕಗಳು, ಶಾಲು, ಮತ್ತಿನ ಹಾರ ಮತ್ತು ಪ್ರಮಾಣಪತ್ರ ನೀಡಿ ಗೌರವಿಸಲಾಗುವುದು.	[561, 586, 740, 601]
paragraph: ಶಾಲಾ ಮುಖ್ಯ ಶಿಕ್ಷಕರು ಈ ಬಗ್ಗೆ ವಿಶೇಷ ಗಮನ ಹರಿಸಬೇಕು. ನಿಯಮಿತವಾಗಿ ಪರಿಶೀಲನೆ ನಡೆಸಲಾಗುವುದು ಎಂದರು.	[214, 912, 377, 927]
tiranga2-headline-line1: ಹರ್ ಘರ್ ತಿರಂಗ ಅಭಿಯಾನ: ಆಯಾ	[327, 1060, 433, 1071]
paragraph: ಸೇತುವೆ ಮೇಲೆ ನೀರು ಹರಿಯುತ್ತಿರುವುದರಿಂದ ವಾಹನ ಸಂಚಾರ ಸಂಪೂರ್ಣ ಸ್ಥಗಿತಗೊಂಡಿದೆ. ಗ್ರಾಮಸ್ಥರು ಪರ್ಯಾಯ ಮಾರ್ಗವನ್ನು ಬಳಸುತ್ತಿದ್ದಾರೆ.	[561, 852, 740, 867]
lead-headline-line2: '4ಜಿ ಸೇವೆ' ಸಿಗದ ಕರ್ನಾಟಕದ 1048 ಗ್ರಾಮಗಳಲ್ಲಿ ಸೇವೆ ಆರಂಭ	[224, 70, 536, 88]
